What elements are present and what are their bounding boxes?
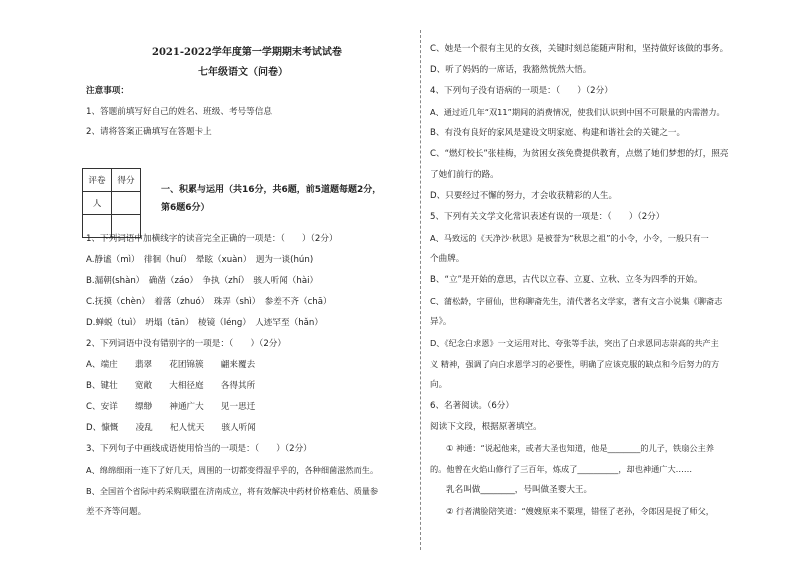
option-line: A.静谧（mì） 徘徊（huí） 晕眩（xuàn） 迥为一谈(hún) [86, 255, 314, 265]
exam-subtitle: 七年级语文（问卷） [198, 67, 288, 78]
question-line: 2、下列词语中没有错别字的一项是：（ ）（2分） [86, 339, 286, 349]
option-line: D.蝉蜕（tuì） 坍塌（tān） 棱镜（léng） 人迹罕至（hǎn） [86, 318, 323, 328]
option-line: C、“燃灯校长”张桂梅，为贫困女孩免费提供教育，点燃了她们梦想的灯，照亮 [430, 149, 729, 159]
option-line: C.抚摸（chèn） 着落（zhuó） 珠弄（shì） 参差不齐（chā） [86, 297, 332, 307]
option-line: A、端庄 翡翠 花团锦簇 翩来覆去 [86, 360, 256, 370]
section-heading-2: 第6题6分） [161, 203, 210, 213]
option-line: D、《纪念白求恩》一文运用对比、夸张等手法，突出了白求恩同志崇高的共产主 [430, 338, 719, 348]
option-line: D、听了妈妈的一席话，我豁然恍然大悟。 [430, 65, 592, 75]
passage-line: 乳名叫做________，号叫做圣婴大王。 [446, 485, 593, 495]
passage-line: ② 行者满脸陪笑道：“嫂嫂原来不粟理，错怪了老孙，令郎因是捉了师父， [446, 506, 714, 516]
passage-line: ① 神通：“说起他来，或者大圣也知道，他是________的儿子，铁扇公主养 [446, 443, 714, 453]
option-line: 向。 [430, 380, 448, 390]
option-line: A、绵绵细雨一连下了好几天，周围的一切都变得湿乎乎的，各种细菌滋然而生。 [86, 465, 379, 475]
option-line: D、慷慨 凌乱 杞人忧天 骇人听闻 [86, 423, 256, 433]
notice-item: 2、请将答案正确填写在答题卡上 [86, 127, 212, 137]
passage-line: 的。他曾在火焰山修行了三百年，炼成了__________，却也神通广大…… [430, 464, 693, 474]
option-line: C、安详 缥缈 神通广大 见一思迁 [86, 402, 256, 412]
question-line: 3、下列句子中画线成语使用恰当的一项是：（ ）（2分） [86, 444, 312, 454]
option-line: A、通过近几年“双11”期间的消费情况，使我们认识到中国不可限量的内需潜力。 [430, 107, 725, 117]
score-table-header-reviewer-2: 人 [83, 192, 112, 215]
section-heading: 一、积累与运用（共16分，共6题，前5道题每题2分， [161, 185, 382, 195]
instruction-line: 阅读下文段，根据原著填空。 [430, 422, 542, 432]
option-line: B、键壮 宽敞 大相径庭 各得其所 [86, 381, 256, 391]
option-line: 异》。 [430, 317, 452, 327]
option-line: B、有没有良好的家风是建设文明家庭、构建和谐社会的关键之一。 [430, 128, 686, 138]
option-line: 差不齐等问题。 [86, 507, 147, 517]
exam-title: 2021-2022学年度第一学期期末考试试卷 [152, 47, 342, 58]
question-line: 4、下列句子没有语病的一项是：（ ）（2分） [430, 86, 613, 96]
score-table-header-reviewer: 评卷 [83, 169, 112, 192]
option-line: C、蒲松龄，字留仙，世称聊斋先生，清代著名文学家，著有文言小说集《聊斋志 [430, 296, 723, 306]
option-line: C、她是一个很有主见的女孩，关键时刻总能随声附和，坚持做好该做的事务。 [430, 44, 729, 54]
score-table [82, 168, 141, 238]
question-line: 5、下列有关文学文化常识表述有误的一项是：（ ）（2分） [430, 212, 665, 222]
option-line: 了她们前行的路。 [430, 170, 499, 180]
score-table-score-cell [112, 192, 141, 215]
notice-item: 1、答题前填写好自己的姓名、班级、考号等信息 [86, 107, 272, 117]
question-line: 1、下列词语中加横线字的读音完全正确的一项是：（ ）（2分） [86, 234, 338, 244]
option-line: B、“立”是开始的意思，古代以立春、立夏、立秋、立冬为四季的开始。 [430, 275, 703, 285]
score-table-header-score: 得分 [112, 169, 141, 192]
option-line: 个曲牌。 [430, 254, 465, 264]
option-line: 义 精神，强调了向白求恩学习的必要性，明确了应该克服的缺点和今后努力的方 [430, 359, 720, 369]
option-line: D、只要经过不懈的努力，才会收获精彩的人生。 [430, 191, 618, 201]
notice-heading: 注意事项： [86, 86, 129, 96]
option-line: B、全国首个省际中药采购联盟在济南成立，将有效解决中药材价格难估、质量参 [86, 486, 379, 496]
column-divider [420, 30, 421, 550]
question-line: 6、名著阅读。（6分） [430, 401, 514, 411]
option-line: B.漏朝(shàn） 确凿（záo） 争执（zhí） 骇人听闻（hài） [86, 276, 319, 286]
option-line: A、马致远的《天净沙·秋思》是被誉为“秋思之祖”的小令，小令，一般只有一 [430, 233, 709, 243]
